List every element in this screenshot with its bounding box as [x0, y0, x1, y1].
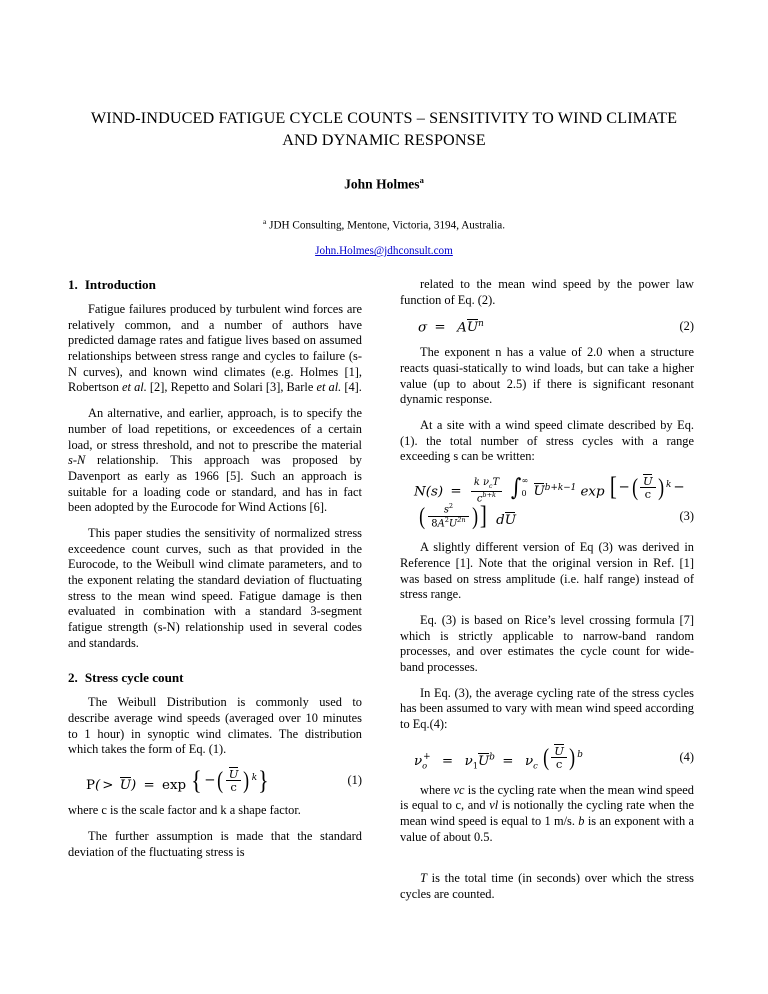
email-line	[68, 245, 700, 257]
paragraph: related to the mean wind speed by the power law function of Eq. (2).	[400, 277, 694, 308]
two-column-body	[0, 277, 768, 912]
author-email-link[interactable]: John.Holmes@jdhconsult.com	[315, 245, 453, 258]
paragraph: This paper studies the sensitivity of normalized stress exceedence count curves, such as that provided in the Eurocode, to the Weibull wind climate parameters, and to the exponent relating the standard deviation of fluctuating stress to the mean wind speed. Fatigue damage is then evaluated in combination with a standard 3-segment fatigue strength (s-N) relationship used in several codes and standards.	[68, 525, 362, 650]
equation-3-line-1	[400, 472, 694, 505]
text-run: is an exponent with a value of about 0.5.	[400, 813, 694, 844]
affiliation-marker: a	[262, 216, 267, 226]
italic-text: et al.	[316, 380, 342, 395]
text-run: where	[420, 782, 454, 797]
equation-3-expression-part2: ( $\frac{s^2}{8A^2U^{2n}}$ ) ] dU	[419, 501, 516, 531]
equation-3-expression-part1: N(s) = $\frac{k \nu_cT}{c^{b+k}}$ ∫ ∞ 0 $U^{b+k-1}$ exp [ − ( $\frac{U}{c}$ ) k −	[414, 472, 685, 505]
paragraph: A slightly different version of Eq (3) was derived in Reference [1]. Note that the original version in Ref. [1] was based on stress amplitude (i.e. half range) instead of stress range.	[400, 540, 694, 602]
paragraph: where c is the scale factor and k a shape factor.	[68, 803, 301, 818]
text-run: Fatigue failures produced by turbulent wind forces are relatively common, and a number of authors have predicted damage rates and fatigue lives based on assumed relationships between stress range and cycles to failure (s-N curves), and known wind climates (e.g. Holmes [1], Robertson	[68, 302, 362, 395]
section-title: Introduction	[84, 277, 156, 293]
section-heading-introduction	[68, 277, 362, 293]
equation-4	[400, 745, 694, 771]
paragraph: Eq. (3) is based on Rice’s level crossing formula [7] which is strictly applicable to narrow-band random processes, and over estimates the cycle count for wide-band processes.	[400, 613, 694, 675]
equation-4-number: (4)	[679, 750, 694, 765]
author-name: John Holmes	[344, 176, 420, 192]
equation-1	[68, 765, 362, 796]
equation-1-body	[68, 765, 342, 796]
text-run: [4].	[341, 380, 362, 395]
section-title: Stress cycle count	[84, 670, 184, 686]
paper-header	[0, 0, 768, 257]
section-heading-stress-cycle-count	[68, 670, 362, 686]
text-run: [2], Repetto and Solari [3], Barle	[146, 380, 317, 395]
author-line	[68, 175, 700, 193]
italic-text: b	[578, 813, 585, 828]
equation-2-body	[400, 319, 674, 335]
italic-text: et al.	[122, 380, 147, 395]
italic-text: νc	[453, 782, 465, 797]
paragraph: The Weibull Distribution is commonly used to describe average wind speeds (averaged over 10 minutes to 1 hour) in synoptic wind climates. The distribution which takes the form of Eq. (1).	[68, 695, 362, 757]
left-column	[68, 277, 362, 912]
paragraph: The exponent n has a value of 2.0 when a structure reacts quasi-statically to wind loads, but can take a higher value (up to about 2.5) if there is significant resonant dynamic response.	[400, 345, 694, 407]
text-run: An alternative, and earlier, approach, is to specify the number of load repetitions, or exceedences of a certain load, or stress threshold, and not to prescribe the material	[68, 406, 362, 452]
paragraph	[68, 406, 362, 516]
affiliation-text: JDH Consulting, Mentone, Victoria, 3194, Australia.	[269, 219, 506, 232]
italic-text: s-N	[68, 453, 86, 468]
italic-text: νl	[489, 798, 499, 813]
section-number: 2.	[68, 670, 78, 686]
section-number: 1.	[68, 277, 78, 293]
italic-text: T	[420, 871, 427, 886]
page-title: WIND-INDUCED FATIGUE CYCLE COUNTS – SENSITIVITY TO WIND CLIMATE AND DYNAMIC RESPONSE	[90, 109, 678, 149]
paragraph: The further assumption is made that the standard deviation of the fluctuating stress is	[68, 828, 362, 859]
equation-1-number: (1)	[347, 773, 362, 788]
equation-2	[400, 319, 694, 335]
paragraph	[68, 302, 362, 396]
text-run: is the cycling rate when the mean wind speed is equal to c, and	[400, 782, 695, 813]
text-run: relationship. This approach was proposed by Davenport as early as 1966 [5]. Such an approach is suitable for a loading code or standard, and has in fact been adopted by the Eurocode for Wind Actions [6].	[68, 453, 362, 515]
equation-1-expression: P( > U) = exp { − ( $\frac{U}{c}$ ) k }	[86, 765, 269, 796]
paragraph: In Eq. (3), the average cycling rate of the stress cycles has been assumed to vary with mean wind speed according to Eq.(4):	[400, 685, 694, 732]
author-affiliation-marker: a	[419, 175, 424, 186]
right-column	[400, 277, 694, 912]
text-run: is notionally the cycling rate when the mean wind speed is equal to 1 m/s.	[400, 798, 694, 828]
equation-2-expression: $\sigma = AU^n$	[418, 318, 484, 336]
paragraph	[400, 871, 694, 902]
equation-4-body	[400, 745, 674, 771]
affiliation-line	[68, 217, 700, 232]
equation-4-expression: $\nu_o^+ = \nu_1U^b = \nu_c$ ( $\frac{U}{c}$ ) $^b$	[414, 743, 583, 771]
equation-3-number: (3)	[679, 509, 694, 524]
text-run: is the total time (in seconds) over which the stress cycles are counted.	[400, 871, 694, 902]
equation-3-line-2	[400, 503, 694, 530]
equation-3	[400, 472, 694, 531]
paragraph: At a site with a wind speed climate described by Eq. (1). the total number of stress cycles with a range exceeding s can be written:	[400, 417, 694, 464]
equation-2-number: (2)	[679, 319, 694, 334]
paragraph	[400, 783, 694, 846]
